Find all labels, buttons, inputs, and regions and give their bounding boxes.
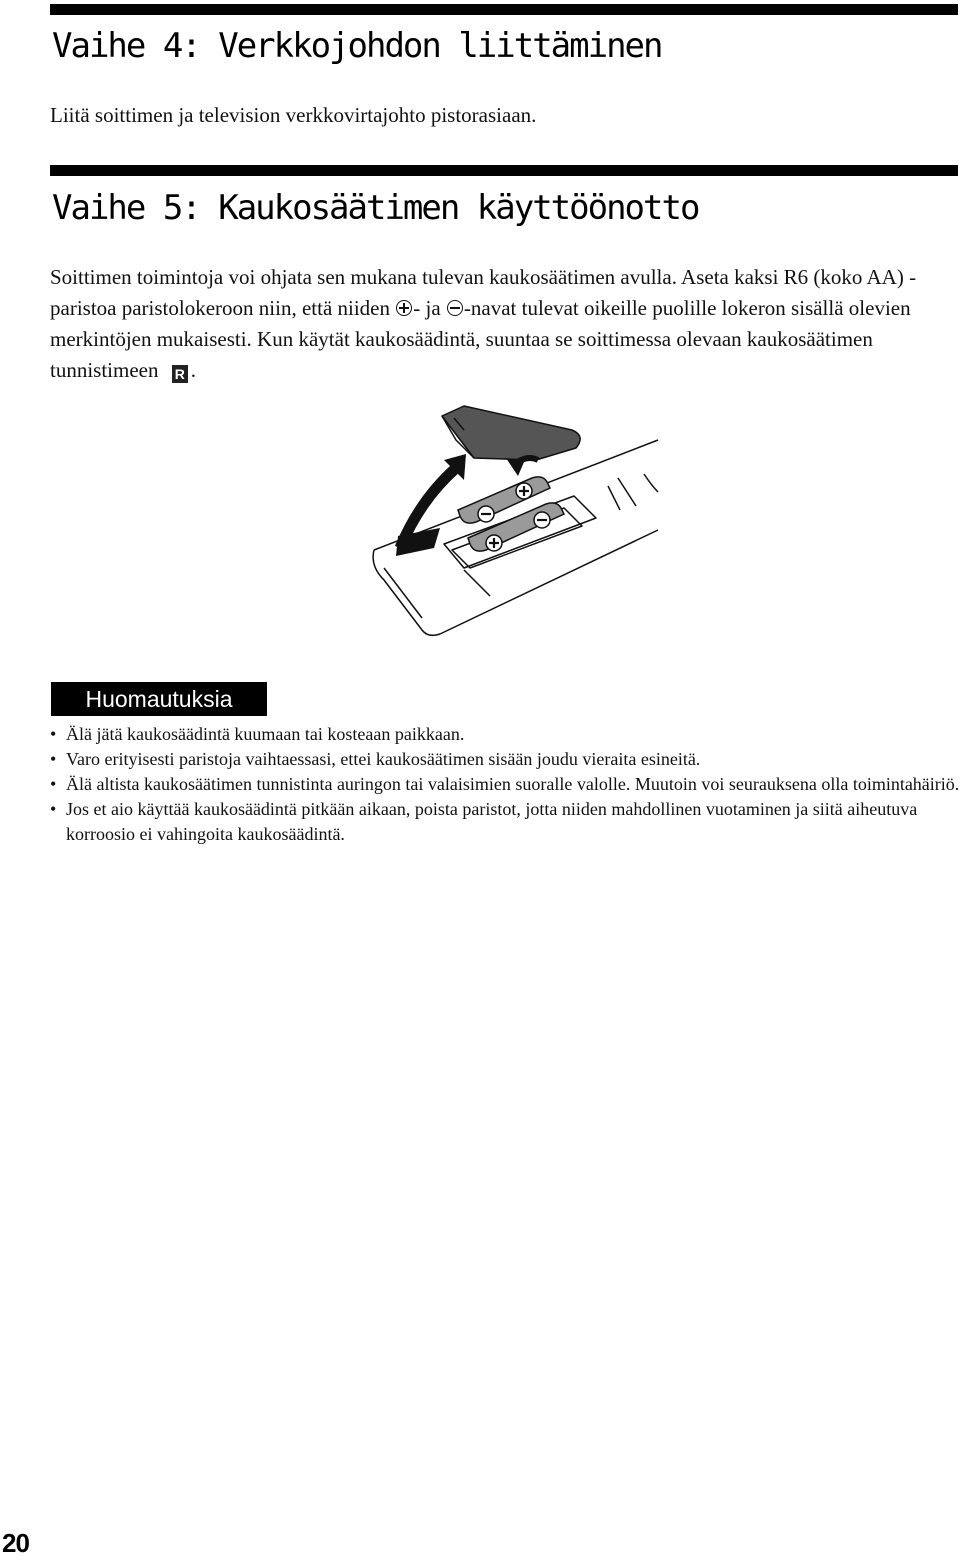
list-item: • Älä jätä kaukosäädintä kuumaan tai kosteaan paikkaan. xyxy=(50,722,960,747)
page-number: 20 xyxy=(2,1528,29,1558)
section-rule-step4 xyxy=(50,4,958,15)
list-item: • Varo erityisesti paristoja vaihtaessasi, ettei kaukosäätimen sisään joudu vieraita esineitä. xyxy=(50,747,960,772)
battery-cover-icon xyxy=(442,406,580,460)
section-rule-step5 xyxy=(50,165,958,176)
list-item: • Jos et aio käyttää kaukosäädintä pitkään aikaan, poista paristot, jotta niiden mahdollinen vuotaminen ja siitä aiheutuva korroosio ei vahingoita kaukosäädintä. xyxy=(50,797,960,847)
notes-list xyxy=(50,722,960,847)
minus-circle-icon xyxy=(447,300,463,316)
step4-text: Liitä soittimen ja television verkkovirtajohto pistorasiaan. xyxy=(50,103,537,127)
step5-paragraph xyxy=(50,262,950,386)
remote-sensor-icon: R xyxy=(172,365,188,383)
list-item: • Älä altista kaukosäätimen tunnistinta auringon tai valaisimien suoralle valolle. Muutoin voi seurauksena olla toimintahäiriö. xyxy=(50,772,960,797)
plus-circle-icon xyxy=(396,300,412,316)
notes-label: Huomautuksia xyxy=(51,682,267,716)
step5-text-d: . xyxy=(190,358,196,382)
insertion-arrow-icon xyxy=(396,454,538,556)
battery-pair-icon xyxy=(458,477,564,551)
battery-insertion-illustration xyxy=(360,400,670,645)
step5-text-b: - ja xyxy=(413,296,446,320)
step4-heading: Vaihe 4: Verkkojohdon liittäminen xyxy=(52,26,662,66)
step5-text-a: Soittimen toimintoja voi ohjata sen mukana tulevan kaukosäätimen avulla. Aseta kaksi R6 (koko AA) -paristoa paristolokeroon niin, että niiden xyxy=(50,265,917,320)
step5-heading: Vaihe 5: Kaukosäätimen käyttöönotto xyxy=(52,188,699,228)
step5-text-c: -navat tulevat oikeille puolille lokeron sisällä olevien merkintöjen mukaisesti. Kun käytät kaukosäädintä, suuntaa se soittimessa olevaan kaukosäätimen tunnistimeen xyxy=(50,296,911,382)
